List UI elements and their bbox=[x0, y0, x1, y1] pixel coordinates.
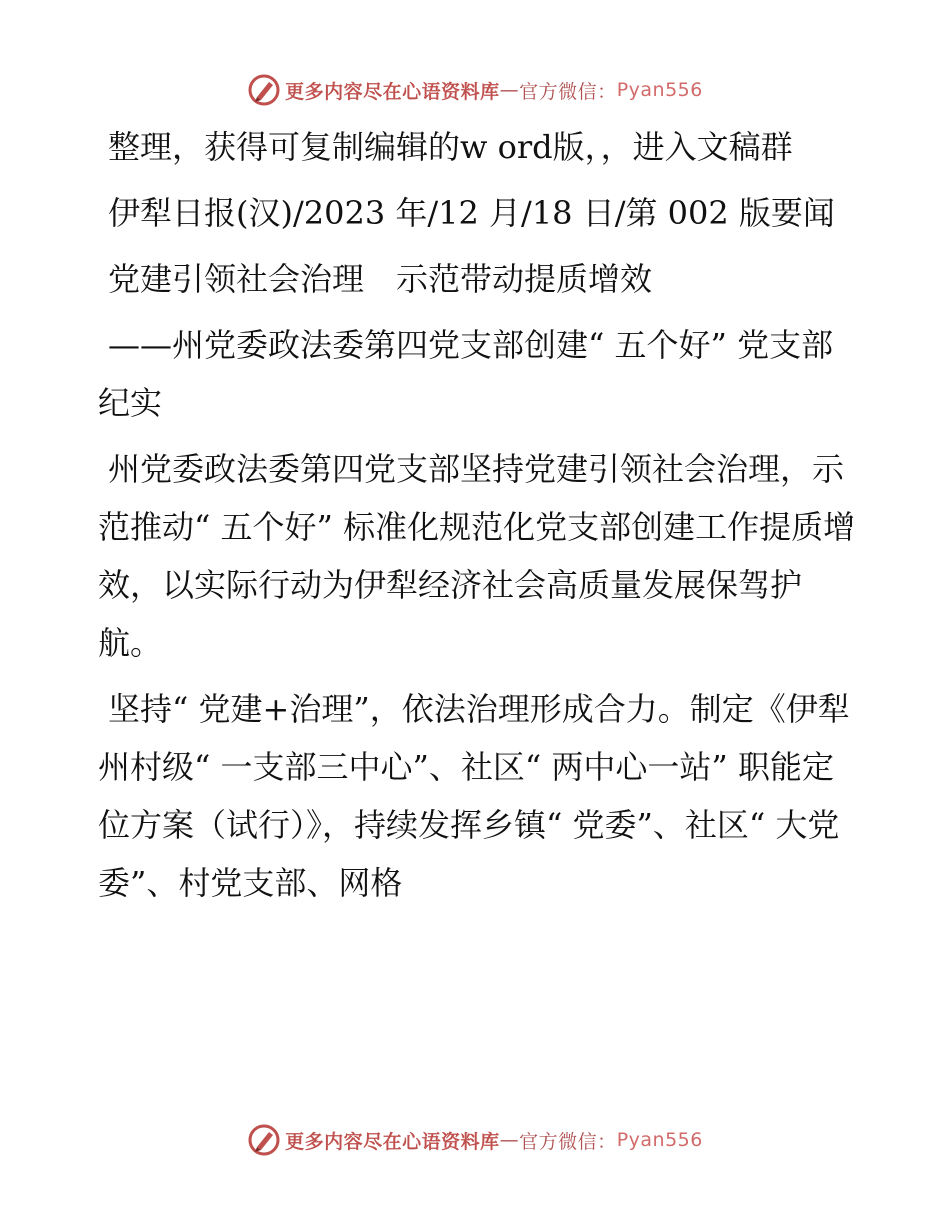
banner-main-text: 更多内容尽在心语资料库 bbox=[285, 80, 500, 103]
banner-main-text: 更多内容尽在心语资料库 bbox=[285, 1130, 500, 1153]
document-body bbox=[98, 118, 858, 920]
pen-logo-icon bbox=[247, 1123, 281, 1157]
banner-wechat-label: 官方微信： bbox=[519, 80, 617, 103]
article-subtitle: ——州党委政法委第四党支部创建“ 五个好” 党支部纪实 bbox=[98, 326, 834, 422]
pen-logo-icon bbox=[247, 73, 281, 107]
banner-separator: — bbox=[499, 79, 520, 101]
footer-banner bbox=[0, 1120, 950, 1160]
paragraph-note: 整理，获得可复制编辑的w ord版，，进入文稿群 bbox=[108, 128, 793, 166]
paragraph-intro: 州党委政法委第四党支部坚持党建引领社会治理，示范推动“ 五个好” 标准化规范化党支部创建工作提质增效，以实际行动为伊犁经济社会高质量发展保驾护航。 bbox=[98, 450, 856, 662]
banner-wechat-label: 官方微信： bbox=[519, 1130, 617, 1153]
article-title: 党建引领社会治理 示范带动提质增效 bbox=[108, 260, 653, 298]
banner-separator: — bbox=[499, 1129, 520, 1151]
banner-wechat-id: Pyan556 bbox=[616, 1129, 703, 1151]
paragraph-body: 坚持“ 党建+治理”，依法治理形成合力。制定《伊犁州村级“ 一支部三中心”、社区“ 两中心一站” 职能定位方案（试行）》，持续发挥乡镇“ 党委”、社区“ 大党委”、村党支部、网格 bbox=[98, 690, 850, 902]
header-banner bbox=[0, 70, 950, 110]
banner-wechat-id: Pyan556 bbox=[616, 79, 703, 101]
paragraph-source: 伊犁日报(汉)/2023 年/12 月/18 日/第 002 版要闻 bbox=[108, 194, 835, 232]
